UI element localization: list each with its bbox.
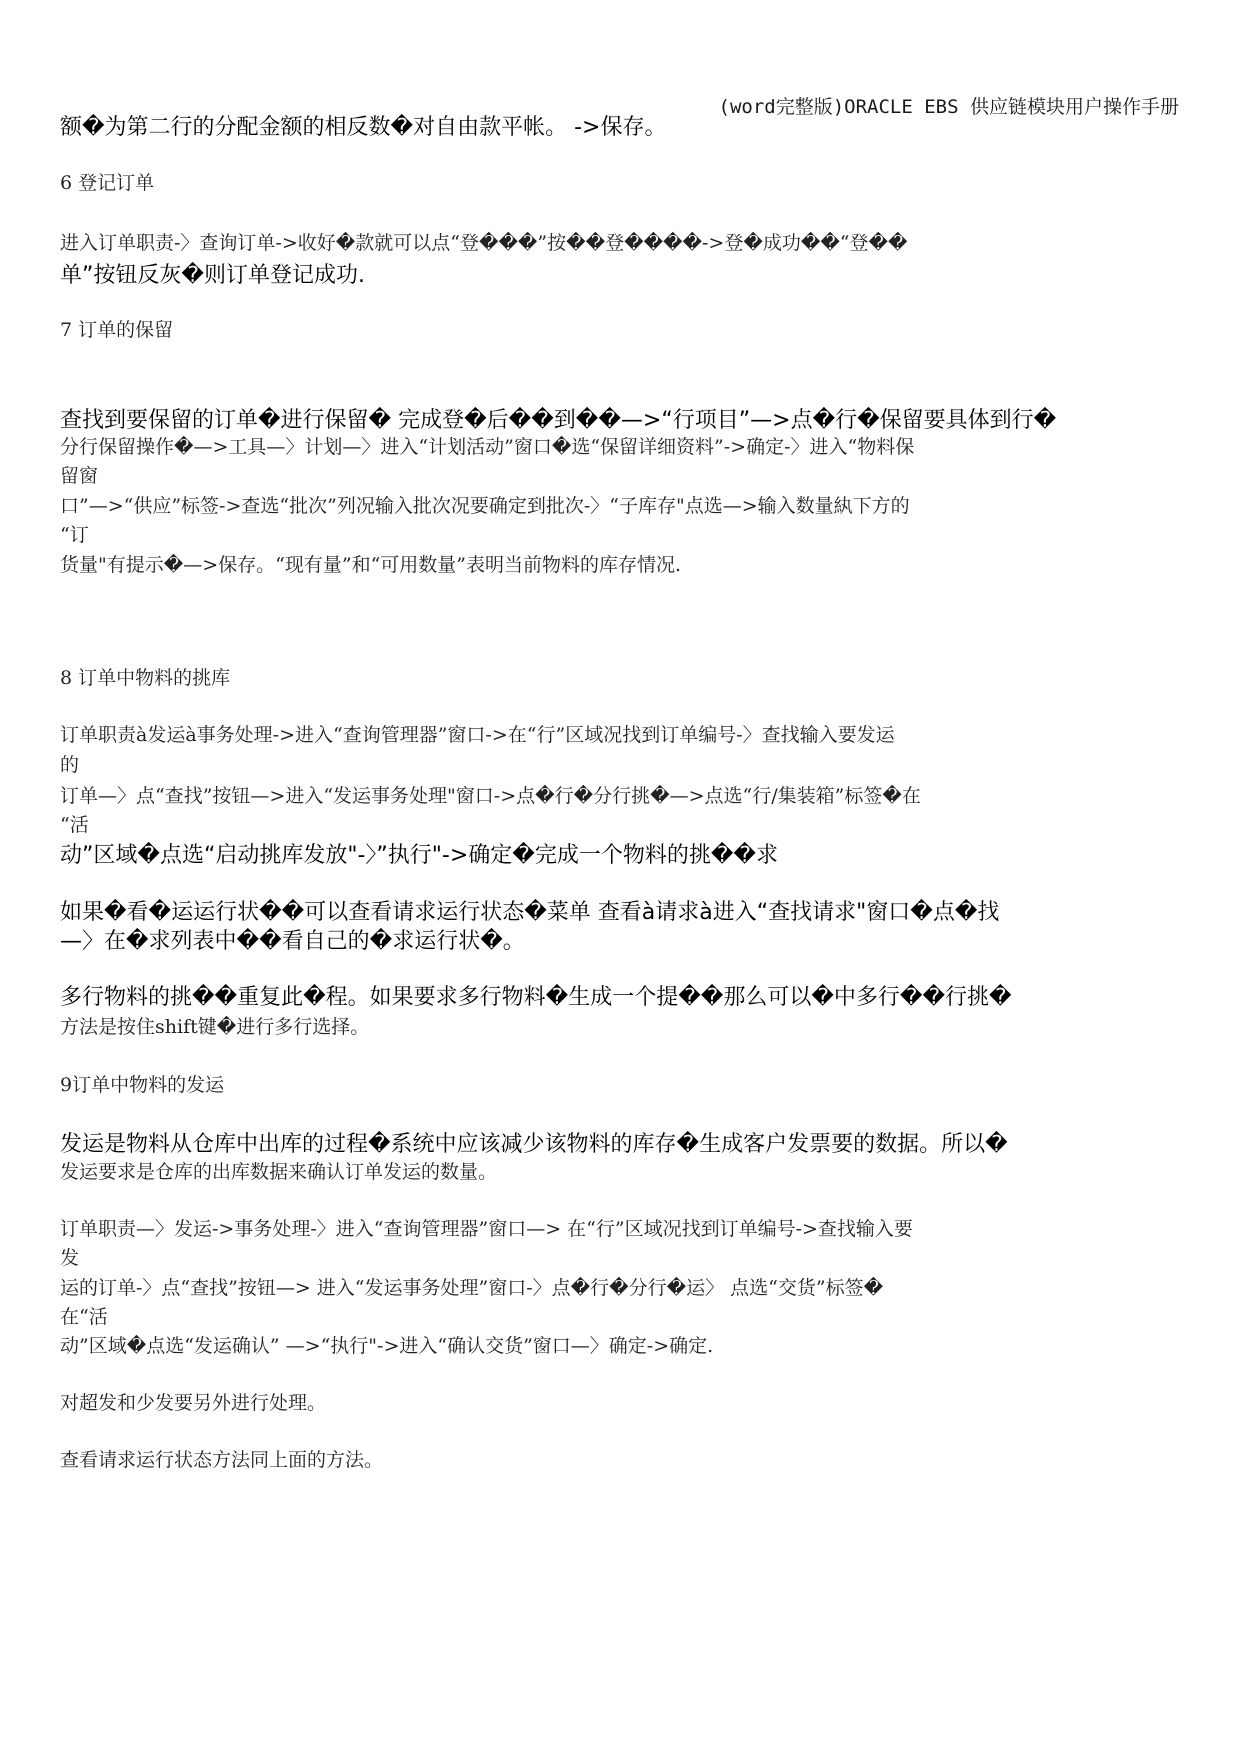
section-heading: 8 订单中物料的挑库 [60, 667, 231, 689]
paragraph-line: 分行保留操作�—>工具—〉计划—〉进入“计划活动”窗口�选“保留详细资料”->确定-〉进入“物料保 [60, 436, 915, 458]
paragraph-line: 进入订单职责-〉查询订单->收好�款就可以点“登���”按��登����->登�成功��“登�� [60, 232, 908, 254]
paragraph-line: 在“活 [60, 1306, 108, 1328]
paragraph-line: 动”区域�点选“发运确认” —>“执行"->进入“确认交货”窗口—〉确定->确定. [60, 1335, 714, 1357]
paragraph-line: 运的订单-〉点“查找”按钮—> 进入“发运事务处理”窗口-〉点�行�分行�运〉 点选“交货”标签� [60, 1277, 884, 1299]
paragraph-line: 订单职责—〉发运->事务处理-〉进入“查询管理器”窗口—> 在“行”区域况找到订单编号->查找输入要 [60, 1218, 913, 1240]
paragraph-line: 对超发和少发要另外进行处理。 [60, 1392, 327, 1414]
paragraph-line: 额�为第二行的分配金额的相反数�对自由款平帐。 ->保存。 [60, 115, 667, 140]
paragraph-line: 查找到要保留的订单�进行保留� 完成登�后��到��—>“行项目”—>点�行�保留要具体到行� [60, 408, 1057, 433]
paragraph-line: 动”区域�点选“启动挑库发放"-〉”执行"->确定�完成一个物料的挑��求 [60, 843, 778, 868]
paragraph-line: 方法是按住shift键�进行多行选择。 [60, 1016, 370, 1038]
paragraph-line: “订 [60, 524, 89, 546]
paragraph-line: —〉在�求列表中��看自己的�求运行状�。 [60, 929, 525, 954]
section-heading: 9订单中物料的发运 [60, 1074, 225, 1096]
page-header-title: (word完整版)ORACLE EBS 供应链模块用户操作手册 [718, 96, 1179, 118]
paragraph-line: 发运要求是仓库的出库数据来确认订单发运的数量。 [60, 1161, 498, 1183]
paragraph-line: “活 [60, 814, 89, 836]
paragraph-line: 发 [60, 1247, 80, 1269]
paragraph-line: 发运是物料从仓库中出库的过程�系统中应该减少该物料的库存�生成客户发票要的数据。所以� [60, 1132, 1008, 1157]
paragraph-line: 口”—>“供应”标签->查选“批次”列况输入批次况要确定到批次-〉“子库存"点选—>输入数量紈下方的 [60, 495, 910, 517]
paragraph-line: 单”按钮反灰�则订单登记成功. [60, 263, 365, 288]
paragraph-line: 订单职责à发运à事务处理->进入“查询管理器”窗口->在“行”区域况找到订单编号-〉查找输入要发运 [60, 724, 895, 746]
paragraph-line: 多行物料的挑��重复此�程。如果要求多行物料�生成一个提��那么可以�中多行��行挑� [60, 985, 1012, 1010]
paragraph-line: 如果�看�运运行状��可以查看请求运行状态�菜单 查看à请求à进入“查找请求"窗口�点�找 [60, 900, 1000, 925]
paragraph-line: 订单—〉点“查找”按钮—>进入“发运事务处理"窗口->点�行�分行挑�—>点选“行/集装箱”标签�在 [60, 785, 921, 807]
section-heading: 6 登记订单 [60, 172, 155, 194]
paragraph-line: 查看请求运行状态方法同上面的方法。 [60, 1449, 384, 1471]
section-heading: 7 订单的保留 [60, 319, 174, 341]
paragraph-line: 货量"有提示�—>保存。“现有量”和“可用数量”表明当前物料的库存情况. [60, 554, 682, 576]
paragraph-line: 留窗 [60, 465, 99, 487]
paragraph-line: 的 [60, 754, 80, 776]
